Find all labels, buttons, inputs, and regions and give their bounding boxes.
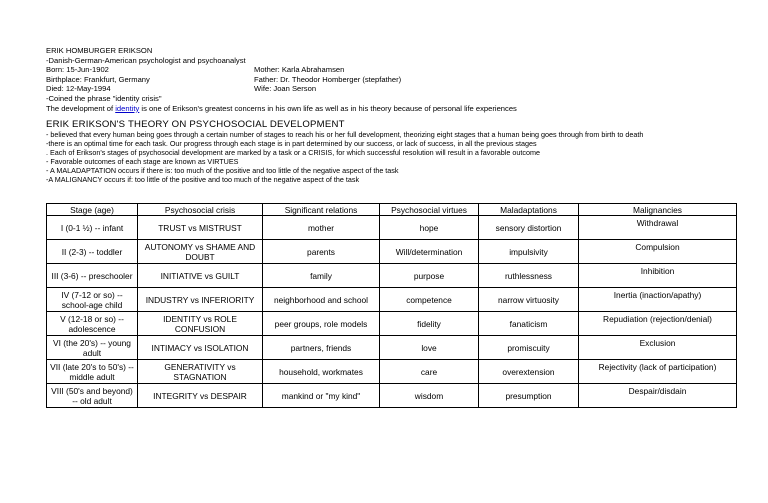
theory-line: - Favorable outcomes of each stage are known as VIRTUES [46,156,239,166]
malignancy-cell: Despair/disdain [579,384,737,408]
table-header-row [47,204,737,216]
virtue-cell: fidelity [380,312,479,336]
relations-cell: partners, friends [263,336,380,360]
theory-title: ERIK ERIKSON'S THEORY ON PSYCHOSOCIAL DEVELOPMENT [46,119,345,130]
identity-link[interactable]: identity [115,103,140,113]
theory-section [46,119,736,184]
table-row [47,264,737,288]
identity-sentence-end: is one of Erikson's greatest concerns in his own life as well as in his theory because of personal life experiences [139,103,517,113]
theory-line: -A MALIGNANCY occurs if: too little of the positive and too much of the negative aspect of the task [46,174,360,184]
relations-cell: parents [263,240,380,264]
column-header-relations: Significant relations [263,204,380,216]
crisis-cell: INDUSTRY vs INFERIORITY [138,288,263,312]
relations-cell: mother [263,216,380,240]
theory-line: -there is an optimal time for each task. Our progress through each stage is in part determined by our success, or lack of success, in all the previous stages [46,138,537,148]
column-header-crisis: Psychosocial crisis [138,204,263,216]
relations-cell: neighborhood and school [263,288,380,312]
column-header-malignancies: Malignancies [579,204,737,216]
theory-line: - believed that every human being goes through a certain number of stages to reach his or her full development, theorizing eight stages that a human being goes through from birth to death [46,130,644,139]
table-row [47,336,737,360]
maladaptation-cell: ruthlessness [479,264,579,288]
stage-cell: I (0-1 ½) -- infant [47,216,138,240]
person-name: ERIK HOMBURGER ERIKSON [46,46,153,55]
person-description: -Danish-German-American psychologist and psychoanalyst [46,55,246,65]
theory-line: - A MALADAPTATION occurs if there is: too much of the positive and too little of the negative aspect of the task [46,165,399,175]
relations-cell: household, workmates [263,360,380,384]
maladaptation-cell: sensory distortion [479,216,579,240]
crisis-cell: INITIATIVE vs GUILT [138,264,263,288]
coined-phrase: -Coined the phrase "identity crisis" [46,93,162,103]
stage-cell: III (3-6) -- preschooler [47,264,138,288]
virtue-cell: Will/determination [380,240,479,264]
crisis-cell: AUTONOMY vs SHAME AND DOUBT [138,240,263,264]
maladaptation-cell: fanaticism [479,312,579,336]
maladaptation-cell: promiscuity [479,336,579,360]
malignancy-cell: Inertia (inaction/apathy) [579,288,737,312]
maladaptation-cell: impulsivity [479,240,579,264]
malignancy-cell: Rejectivity (lack of participation) [579,360,737,384]
virtue-cell: hope [380,216,479,240]
born-date: Born: 15-Jun-1902 [46,65,109,75]
stage-cell: IV (7-12 or so) -- school-age child [47,288,138,312]
maladaptation-cell: narrow virtuosity [479,288,579,312]
relations-cell: mankind or "my kind" [263,384,380,408]
biography-header [46,46,736,113]
malignancy-cell: Repudiation (rejection/denial) [579,312,737,336]
virtue-cell: care [380,360,479,384]
table-row [47,384,737,408]
stage-cell: V (12-18 or so) -- adolescence [47,312,138,336]
mother-name: Mother: Karla Abrahamsen [254,65,345,75]
stage-cell: VI (the 20's) -- young adult [47,336,138,360]
table-row [47,288,737,312]
table-row [47,216,737,240]
crisis-cell: GENERATIVITY vs STAGNATION [138,360,263,384]
column-header-stage: Stage (age) [47,204,138,216]
virtue-cell: competence [380,288,479,312]
malignancy-cell: Inhibition [579,264,737,288]
crisis-cell: INTEGRITY vs DESPAIR [138,384,263,408]
wife-name: Wife: Joan Serson [254,84,317,94]
table-row [47,240,737,264]
table-row [47,360,737,384]
father-name: Father: Dr. Theodor Homberger (stepfather) [254,74,402,84]
identity-sentence [46,104,736,114]
died-date: Died: 12-May-1994 [46,84,111,94]
theory-line: . Each of Erikson's stages of psychosocial development are marked by a task or a CRISIS, for which successful resolution will result in a favorable outcome [46,147,540,157]
column-header-maladaptations: Maladaptations [479,204,579,216]
crisis-cell: INTIMACY vs ISOLATION [138,336,263,360]
virtue-cell: wisdom [380,384,479,408]
column-header-virtues: Psychosocial virtues [380,204,479,216]
table-row [47,312,737,336]
virtue-cell: purpose [380,264,479,288]
crisis-cell: TRUST vs MISTRUST [138,216,263,240]
maladaptation-cell: overextension [479,360,579,384]
malignancy-cell: Withdrawal [579,216,737,240]
relations-cell: peer groups, role models [263,312,380,336]
malignancy-cell: Exclusion [579,336,737,360]
stage-cell: II (2-3) -- toddler [47,240,138,264]
crisis-cell: IDENTITY vs ROLE CONFUSION [138,312,263,336]
malignancy-cell: Compulsion [579,240,737,264]
stage-cell: VIII (50's and beyond) -- old adult [47,384,138,408]
stage-cell: VII (late 20's to 50's) -- middle adult [47,360,138,384]
stages-table [46,203,737,408]
virtue-cell: love [380,336,479,360]
identity-sentence-start: The development of [46,103,116,113]
maladaptation-cell: presumption [479,384,579,408]
relations-cell: family [263,264,380,288]
birthplace: Birthplace: Frankfurt, Germany [46,74,150,84]
